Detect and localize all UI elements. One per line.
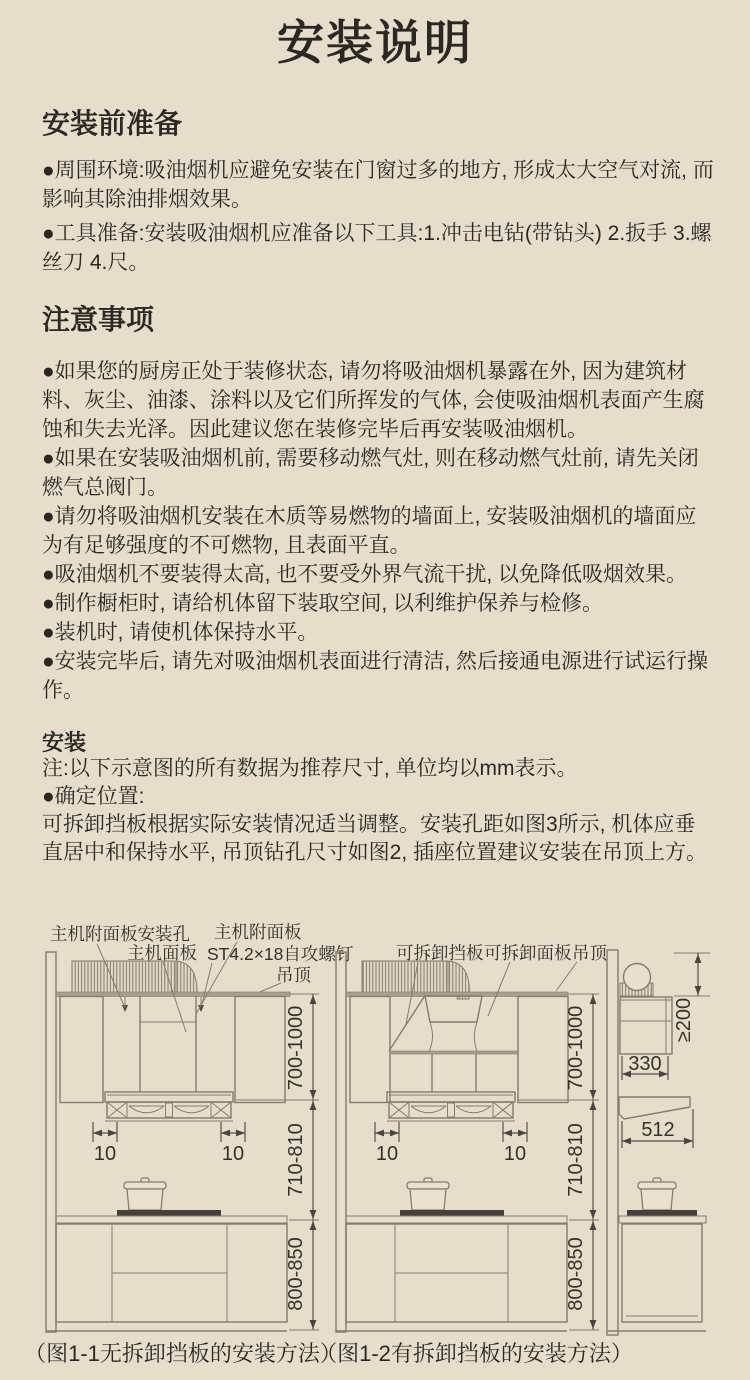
wall-section: [607, 950, 618, 1335]
notes-bullet: ●装机时, 请使机体保持水平。: [42, 621, 319, 644]
countertop: [346, 1216, 567, 1223]
dim-label-700-1000: 700-1000: [285, 1005, 307, 1091]
base-cabinet: [46, 1224, 287, 1331]
hood-chimney: [140, 996, 196, 1092]
dim-label-800-850: 800-850: [285, 1237, 307, 1311]
dimension-offset-right: [221, 1122, 245, 1165]
install-note: 注:以下示意图的所有数据为推荐尺寸, 单位均以mm表示。: [42, 757, 578, 780]
hood-chimney: [432, 1054, 476, 1092]
section-heading-prep: 安装前准备: [42, 108, 183, 139]
prep-bullet: ●工具准备:安装吸油烟机应准备以下工具:1.冲击电钻(带钻头) 2.扳手 3.螺丝刀 4.尺。: [42, 222, 712, 274]
dimension-column: [236, 994, 319, 1330]
dim-label-10-right: 10: [221, 1143, 245, 1165]
dim-label-10-left: 10: [93, 1143, 117, 1165]
dim-label-10-right: 10: [503, 1143, 527, 1165]
label-screw: ST4.2×18自攻螺钉: [207, 944, 354, 964]
notes-bullet: ●如果您的厨房正处于装修状态, 请勿将吸油烟机暴露在外, 因为建筑材料、灰尘、油漆、涂料以及它们所挥发的气体, 会使吸油烟机表面产生腐蚀和失去光泽。因此建议您在装修完毕后再安装吸油烟机。: [42, 360, 705, 441]
wall-section: [336, 952, 346, 1332]
dimension-offset-left: [375, 1122, 399, 1165]
notes-bullet: ●吸油烟机不要装得太高, 也不要受外界气流干扰, 以免降低吸烟效果。: [42, 563, 688, 586]
page-title: 安装说明: [277, 16, 473, 69]
notes-bullet: ●请勿将吸油烟机安装在木质等易燃物的墙面上, 安装吸油烟机的墙面应为有足够强度的不可燃物, 且表面平直。: [42, 505, 697, 557]
label-removable-panel: 可拆卸面板: [484, 943, 572, 963]
section-heading-install: 安装: [42, 730, 87, 755]
prep-bullet: ●周围环境:吸油烟机应避免安装在门窗过多的地方, 形成太大空气对流, 而影响其除油排烟效果。: [42, 159, 714, 211]
base-cabinet: [336, 1224, 567, 1331]
dim-label-710-810: 710-810: [565, 1123, 587, 1197]
hood-body: [105, 1092, 233, 1121]
figure-1-1-caption: （图1-1无拆卸挡板的安装方法）: [24, 1341, 342, 1366]
label-mount-hole: 主机附面板安装孔: [50, 924, 190, 944]
dimension-offset-right: [503, 1122, 527, 1165]
dimension-top-depth: [622, 1053, 668, 1080]
countertop: [619, 1216, 706, 1223]
figure-side-view: [607, 950, 710, 1335]
cooktop: [400, 1210, 504, 1216]
cooking-pot: [638, 1178, 676, 1210]
install-paragraph: 可拆卸挡板根据实际安装情况适当调整。安装孔距如图3所示, 机体应垂直居中和保持水平, 吊顶钻孔尺寸如图2, 插座位置建议安装在吊顶上方。: [42, 813, 708, 864]
hood-body: [387, 1092, 515, 1121]
cooktop: [117, 1210, 221, 1216]
dimension-offset-left: [93, 1122, 117, 1165]
label-attached-panel: 主机附面板: [214, 922, 302, 942]
notes-bullet: ●如果在安装吸油烟机前, 需要移动燃气灶, 则在移动燃气灶前, 请先关闭燃气总阀门。: [42, 447, 699, 499]
figure-1-1: [24, 922, 354, 1366]
dim-label-clearance: ≥200: [673, 997, 695, 1043]
cooktop: [627, 1210, 697, 1216]
dim-label-10-left: 10: [375, 1143, 399, 1165]
notes-bullet: ●安装完毕后, 请先对吸油烟机表面进行清洁, 然后接通电源进行试运行操作。: [42, 650, 709, 702]
figure-1-2: [315, 943, 633, 1366]
install-position-bullet: ●确定位置:: [42, 785, 145, 808]
hood-canopy: [619, 1097, 690, 1119]
dim-label-330: 330: [628, 1053, 662, 1075]
duct-pipe-circle: [624, 964, 651, 991]
dim-label-700-1000: 700-1000: [565, 1005, 587, 1091]
cooking-pot: [407, 1178, 449, 1210]
removable-baffle-assembly: [389, 996, 518, 1054]
base-cabinet: [607, 1224, 706, 1331]
figure-1-2-caption: （图1-2有拆卸挡板的安装方法）: [315, 1341, 633, 1366]
dim-label-710-810: 710-810: [285, 1123, 307, 1197]
section-heading-notes: 注意事项: [42, 304, 155, 335]
label-ceiling: 吊顶: [572, 943, 607, 963]
cooking-pot: [124, 1178, 166, 1210]
upper-cabinets: [60, 997, 285, 1103]
wall-section: [46, 952, 56, 1332]
dim-label-800-850: 800-850: [565, 1237, 587, 1311]
screw-markers: [122, 997, 204, 1012]
upper-cabinets: [350, 997, 568, 1103]
label-ceiling: 吊顶: [276, 965, 311, 985]
dimension-column: [517, 994, 599, 1330]
countertop: [56, 1216, 287, 1223]
flexible-duct: [72, 961, 197, 995]
notes-bullet: ●制作橱柜时, 请给机体留下装取空间, 以利维护保养与检修。: [42, 592, 604, 615]
dimension-depth: [622, 1109, 693, 1148]
dimension-clearance: [673, 953, 710, 1042]
label-removable-baffle: 可拆卸挡板: [396, 943, 484, 963]
label-main-panel: 主机面板: [127, 943, 197, 963]
dim-label-512: 512: [641, 1119, 675, 1141]
hood-upper-box: [620, 997, 672, 1054]
